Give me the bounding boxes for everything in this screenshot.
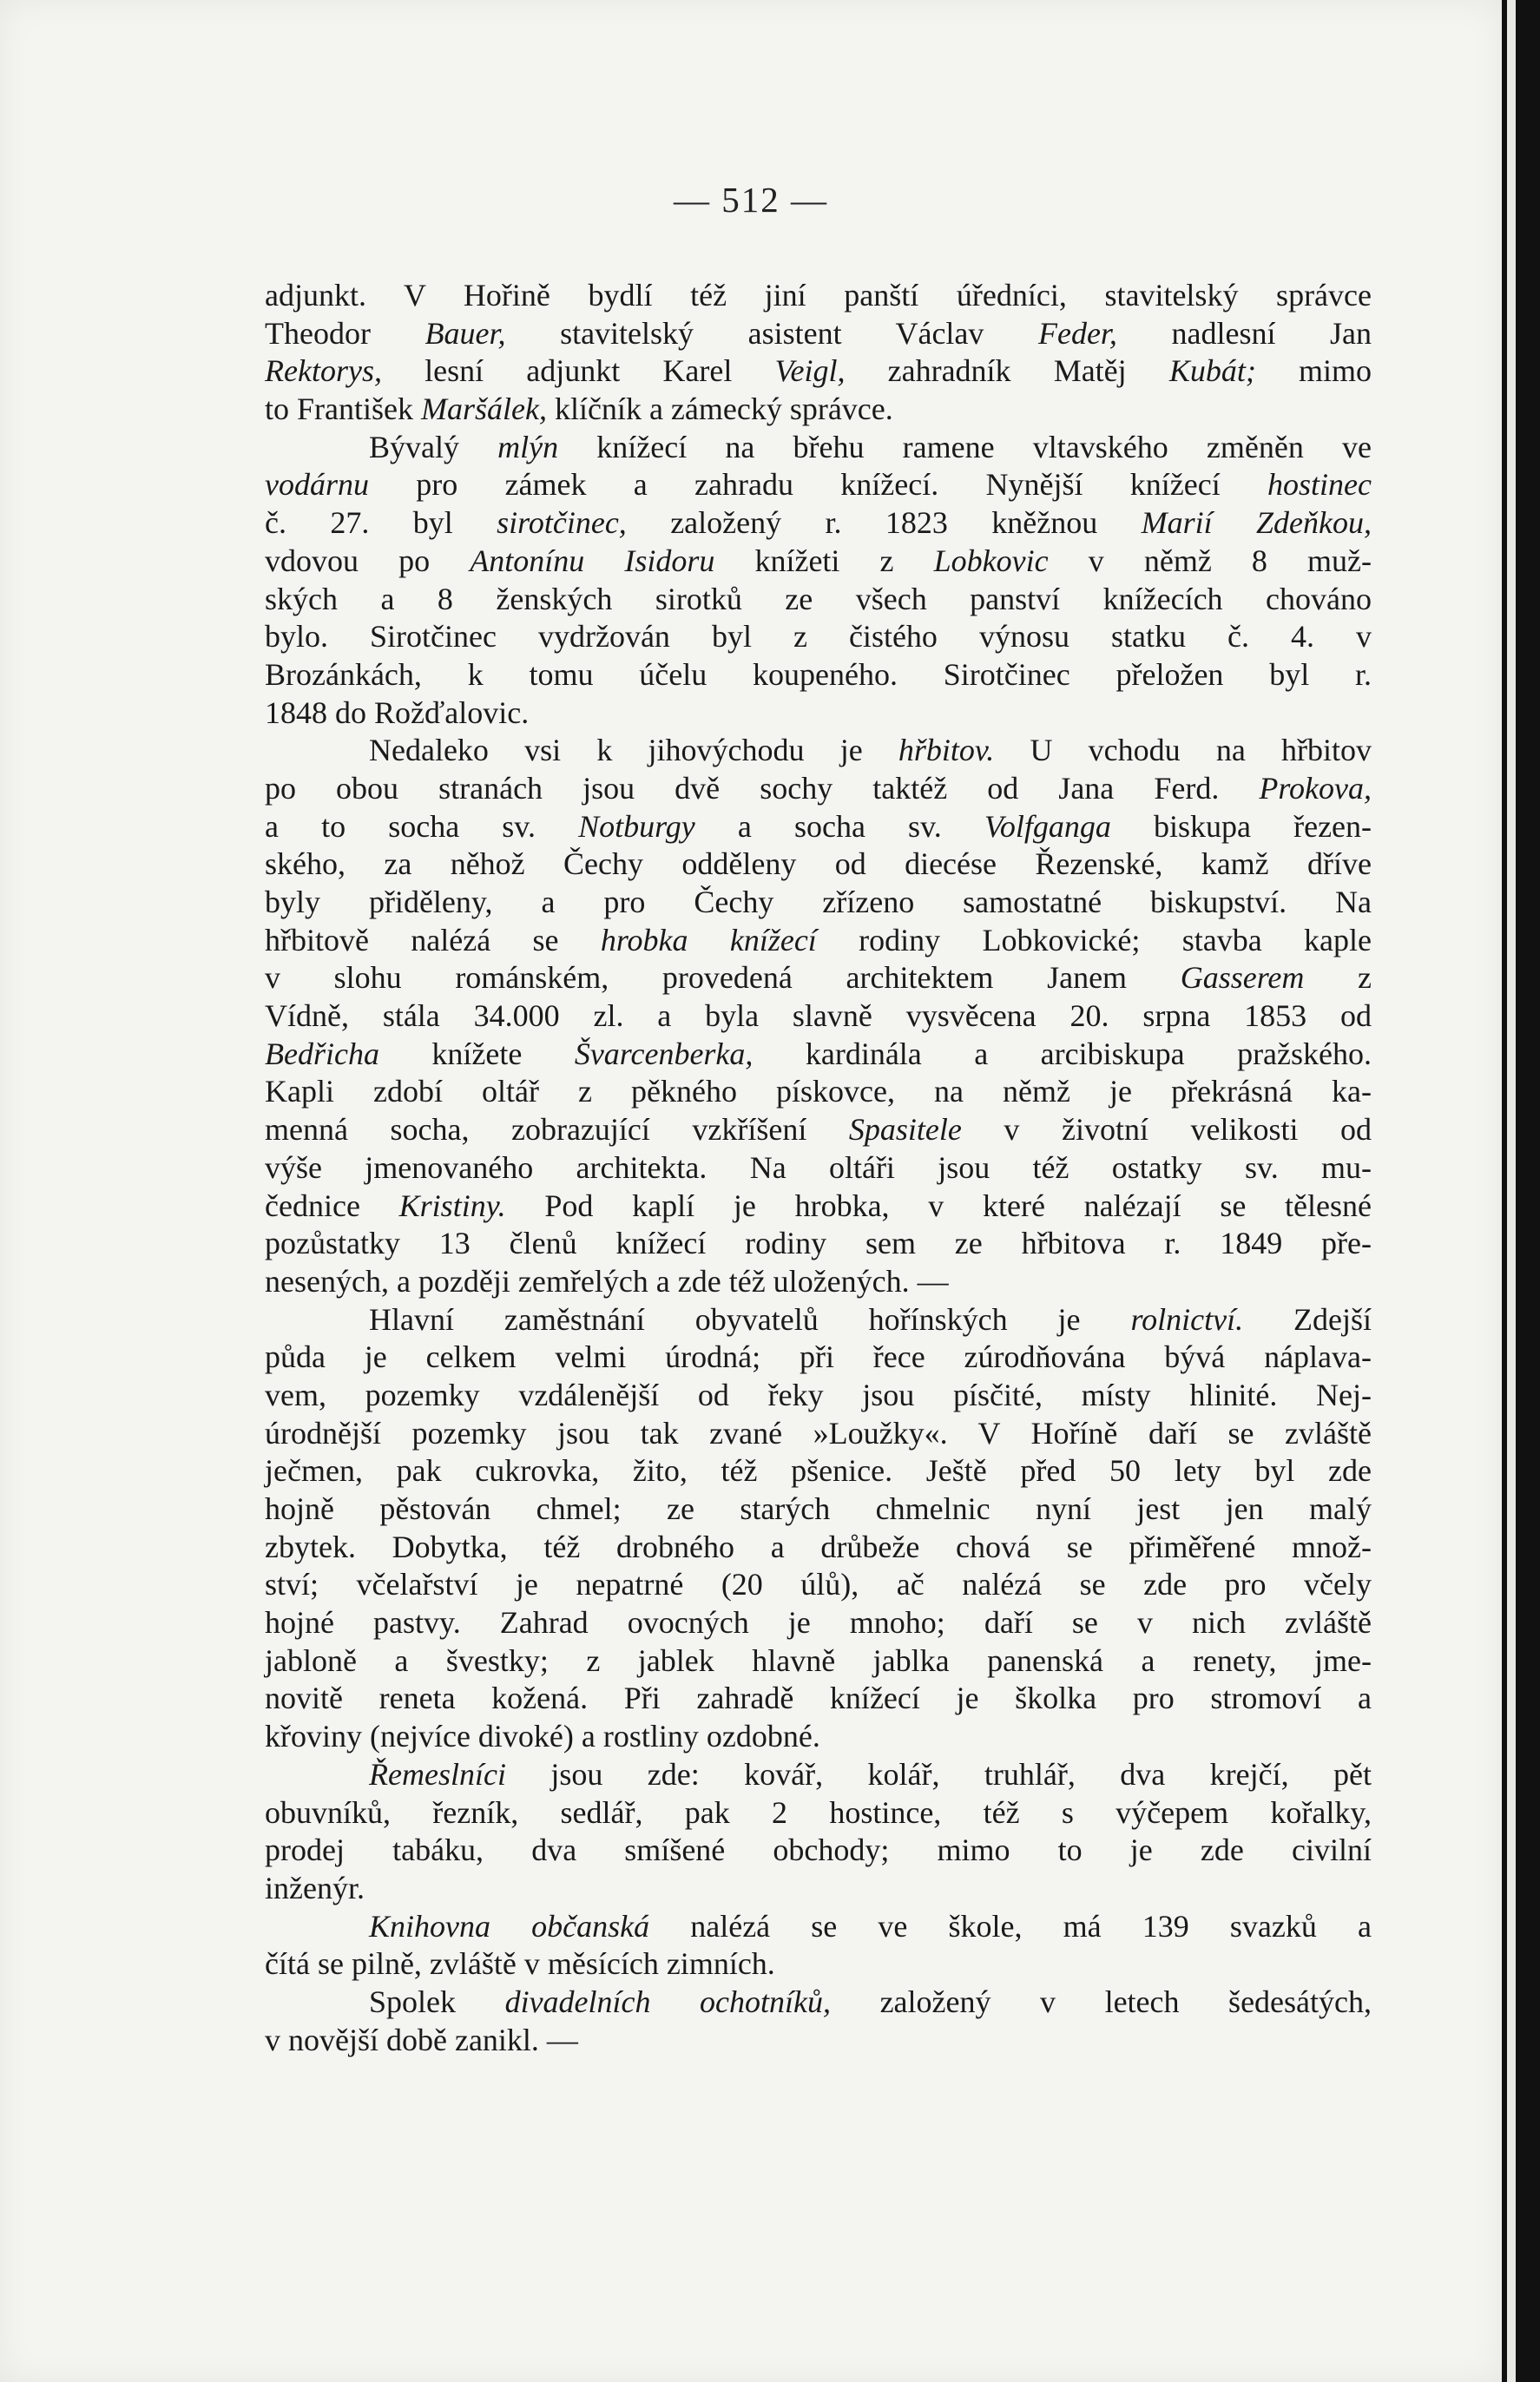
text-line: [265, 1870, 1372, 1908]
text-line: [265, 808, 1372, 846]
text-run: Brozánkách, k tomu účelu koupeného. Sirotčinec přeložen byl r.: [265, 656, 1372, 692]
text-run: zbytek. Dobytka, též drobného a drůbeže chová se přiměřené množ-: [265, 1529, 1372, 1564]
text-line: [265, 1832, 1372, 1870]
text-line: [265, 922, 1372, 960]
italic-term: Švarcenberka,: [574, 1036, 754, 1071]
text-run: Spolek: [369, 1984, 505, 2019]
italic-term: sirotčinec,: [497, 505, 627, 541]
text-line: [265, 884, 1372, 922]
italic-term: vodárnu: [265, 467, 369, 503]
text-line: [265, 1945, 1372, 1984]
text-run: z: [1304, 960, 1372, 996]
italic-term: Volfganga: [984, 808, 1111, 844]
text-line: [265, 1263, 1372, 1301]
text-run: to František: [265, 392, 421, 427]
text-line: [265, 315, 1372, 353]
text-line: [265, 429, 1372, 467]
text-run: mimo: [1255, 353, 1372, 389]
text-line: [265, 997, 1372, 1036]
text-run: Vídně, stála 34.000 zl. a byla slavně vysvěcena 20. srpna 1853 od: [265, 998, 1372, 1034]
text-run: Hlavní zaměstnání obyvatelů hořínských je: [369, 1301, 1131, 1337]
text-line: [265, 2022, 1372, 2060]
text-run: bylo. Sirotčinec vydržován byl z čistého výnosu statku č. 4. v: [265, 619, 1372, 655]
text-line: [265, 1680, 1372, 1718]
text-run: 1848 do Rožďalovic.: [265, 694, 530, 730]
text-line: [265, 1756, 1372, 1794]
text-run: hojné pastvy. Zahrad ovocných je mnoho; daří se v nich zvláště: [265, 1605, 1372, 1641]
text-line: [265, 1339, 1372, 1377]
text-run: a socha sv.: [694, 808, 984, 844]
text-line: [265, 1908, 1372, 1946]
text-run: čednice: [265, 1188, 399, 1223]
text-run: nadlesní Jan: [1116, 315, 1372, 351]
text-run: po obou stranách jsou dvě sochy taktéž od Jana Ferd.: [265, 770, 1260, 806]
text-run: ství; včelařství je nepatrné (20 úlů), ač nalézá se zde pro včely: [265, 1567, 1372, 1602]
text-run: půda je celkem velmi úrodná; při řece zúrodňována bývá náplava-: [265, 1339, 1372, 1375]
text-line: [265, 732, 1372, 770]
italic-term: Rektorys,: [265, 353, 382, 389]
text-run: v slohu románském, provedená architektem Janem: [265, 960, 1181, 996]
text-run: menná socha, zobrazující vzkříšení: [265, 1112, 849, 1148]
text-run: obuvníků, řezník, sedlář, pak 2 hostince, též s výčepem kořalky,: [265, 1794, 1372, 1830]
text-run: Bývalý: [369, 429, 498, 464]
text-run: založený r. 1823 kněžnou: [626, 505, 1142, 541]
text-run: hřbitově nalézá se: [265, 922, 601, 957]
italic-term: rolnictví.: [1130, 1301, 1244, 1337]
text-run: založený v letech šedesátých,: [831, 1984, 1372, 2019]
text-run: Zdejší: [1243, 1301, 1372, 1337]
text-line: [265, 1415, 1372, 1453]
italic-term: Knihovna občanská: [369, 1908, 650, 1944]
scan-edge: [1502, 0, 1540, 2382]
text-line: [265, 1111, 1372, 1149]
text-run: křoviny (nejvíce divoké) a rostliny ozdobné.: [265, 1719, 820, 1754]
text-run: ského, za něhož Čechy odděleny od diecése Řezenské, kamž dříve: [265, 846, 1372, 882]
text-line: [265, 656, 1372, 694]
text-run: čítá se pilně, zvláště v měsících zimních.: [265, 1946, 775, 1982]
text-run: Kapli zdobí oltář z pěkného pískovce, na němž je překrásná ka-: [265, 1074, 1372, 1109]
text-run: knížeti z: [714, 543, 934, 578]
text-run: č. 27. byl: [265, 505, 497, 541]
text-run: ských a 8 ženských sirotků ze všech panství knížecích chováno: [265, 581, 1372, 616]
text-line: [265, 466, 1372, 504]
italic-term: hřbitov.: [898, 733, 995, 768]
text-run: v životní velikosti od: [961, 1112, 1372, 1148]
text-line: [265, 618, 1372, 656]
italic-term: Marií Zdeňkou,: [1141, 505, 1372, 541]
italic-term: mlýn: [497, 429, 559, 464]
text-run: stavitelský asistent Václav: [505, 315, 1038, 351]
italic-term: Gasserem: [1180, 960, 1305, 996]
text-run: nalézá se ve škole, má 139 svazků a: [649, 1908, 1372, 1944]
italic-term: Veigl,: [774, 353, 846, 389]
italic-term: Bauer,: [424, 315, 506, 351]
italic-term: Antonínu Isidoru: [470, 543, 715, 578]
text-line: [265, 277, 1372, 315]
text-run: knížecí na břehu ramene vltavského změněn ve: [558, 429, 1372, 464]
text-run: prodej tabáku, dva smíšené obchody; mimo to je zde civilní: [265, 1833, 1372, 1868]
text-run: vem, pozemky vzdálenější od řeky jsou písčité, místy hlinité. Nej-: [265, 1377, 1372, 1412]
italic-term: Spasitele: [848, 1112, 962, 1148]
text-run: jsou zde: kovář, kolář, truhlář, dva krejčí, pět: [505, 1756, 1372, 1792]
text-run: U vchodu na hřbitov: [994, 733, 1372, 768]
text-line: [265, 581, 1372, 619]
italic-term: hostinec: [1267, 467, 1372, 503]
text-run: vdovou po: [265, 543, 471, 578]
text-run: novitě reneta kožená. Při zahradě knížecí je školka pro stromoví a: [265, 1681, 1372, 1716]
text-line: [265, 391, 1372, 429]
text-run: rodiny Lobkovické; stavba kaple: [816, 922, 1372, 957]
text-run: úrodnější pozemky jsou tak zvané »Loužky«. V Hoříně daří se zvláště: [265, 1415, 1372, 1451]
text-run: kardinála a arcibiskupa pražského.: [753, 1036, 1372, 1071]
body-text: [265, 277, 1372, 2059]
text-line: [265, 504, 1372, 543]
text-run: výše jmenovaného architekta. Na oltáři jsou též ostatky sv. mu-: [265, 1149, 1372, 1185]
text-run: adjunkt. V Hořině bydlí též jiní panští úředníci, stavitelský správce: [265, 278, 1372, 313]
text-line: [265, 1301, 1372, 1339]
italic-term: Lobkovic: [933, 543, 1049, 578]
italic-term: Feder,: [1037, 315, 1117, 351]
italic-term: Notburgy: [578, 808, 695, 844]
text-run: nesených, a později zemřelých a zde též uložených. —: [265, 1263, 949, 1299]
text-run: jabloně a švestky; z jablek hlavně jablka panenská a renety, jme-: [265, 1642, 1372, 1678]
text-line: [265, 1225, 1372, 1263]
text-run: pro zámek a zahradu knížecí. Nynější knížecí: [369, 467, 1268, 503]
italic-term: Maršálek,: [420, 392, 547, 427]
text-run: biskupa řezen-: [1110, 808, 1372, 844]
text-run: Theodor: [265, 315, 425, 351]
text-line: [265, 1036, 1372, 1074]
text-line: [265, 1452, 1372, 1490]
text-run: klíčník a zámecký správce.: [546, 392, 893, 427]
text-run: v němž 8 muž-: [1048, 543, 1372, 578]
text-line: [265, 1529, 1372, 1567]
text-line: [265, 1566, 1372, 1604]
text-run: ječmen, pak cukrovka, žito, též pšenice. Ještě před 50 lety byl zde: [265, 1453, 1372, 1489]
text-line: [265, 1718, 1372, 1756]
text-line: [265, 1794, 1372, 1833]
text-run: knížete: [378, 1036, 575, 1071]
text-run: a to socha sv.: [265, 808, 579, 844]
text-run: lesní adjunkt Karel: [381, 353, 775, 389]
italic-term: Kristiny.: [398, 1188, 506, 1223]
text-line: [265, 1188, 1372, 1226]
text-line: [265, 1984, 1372, 2022]
text-line: [265, 694, 1372, 733]
text-line: [265, 770, 1372, 808]
text-line: [265, 1642, 1372, 1681]
text-line: [265, 1604, 1372, 1642]
text-run: pozůstatky 13 členů knížecí rodiny sem ze hřbitova r. 1849 pře-: [265, 1226, 1372, 1261]
text-run: byly přiděleny, a pro Čechy zřízeno samostatné biskupství. Na: [265, 885, 1372, 919]
text-run: inženýr.: [265, 1870, 365, 1905]
text-line: [265, 543, 1372, 581]
italic-term: Bedřicha: [265, 1036, 379, 1071]
text-run: hojně pěstován chmel; ze starých chmelnic nyní jest jen malý: [265, 1491, 1372, 1526]
italic-term: Řemeslníci: [369, 1756, 506, 1792]
text-line: [265, 352, 1372, 391]
text-run: v novější době zanikl. —: [265, 2022, 578, 2057]
page-number: — 512 —: [674, 180, 828, 220]
italic-term: divadelních ochotníků,: [504, 1984, 832, 2019]
text-line: [265, 1377, 1372, 1415]
text-line: [265, 1149, 1372, 1188]
italic-term: Kubát;: [1168, 353, 1256, 389]
text-line: [265, 959, 1372, 997]
italic-term: hrobka knížecí: [600, 922, 817, 957]
text-run: Nedaleko vsi k jihovýchodu je: [369, 733, 898, 768]
text-line: [265, 1073, 1372, 1111]
text-line: [265, 846, 1372, 884]
text-run: Pod kaplí je hrobka, v které nalézají se tělesné: [505, 1188, 1372, 1223]
italic-term: Prokova,: [1259, 770, 1372, 806]
text-run: zahradník Matěj: [845, 353, 1169, 389]
text-line: [265, 1490, 1372, 1529]
